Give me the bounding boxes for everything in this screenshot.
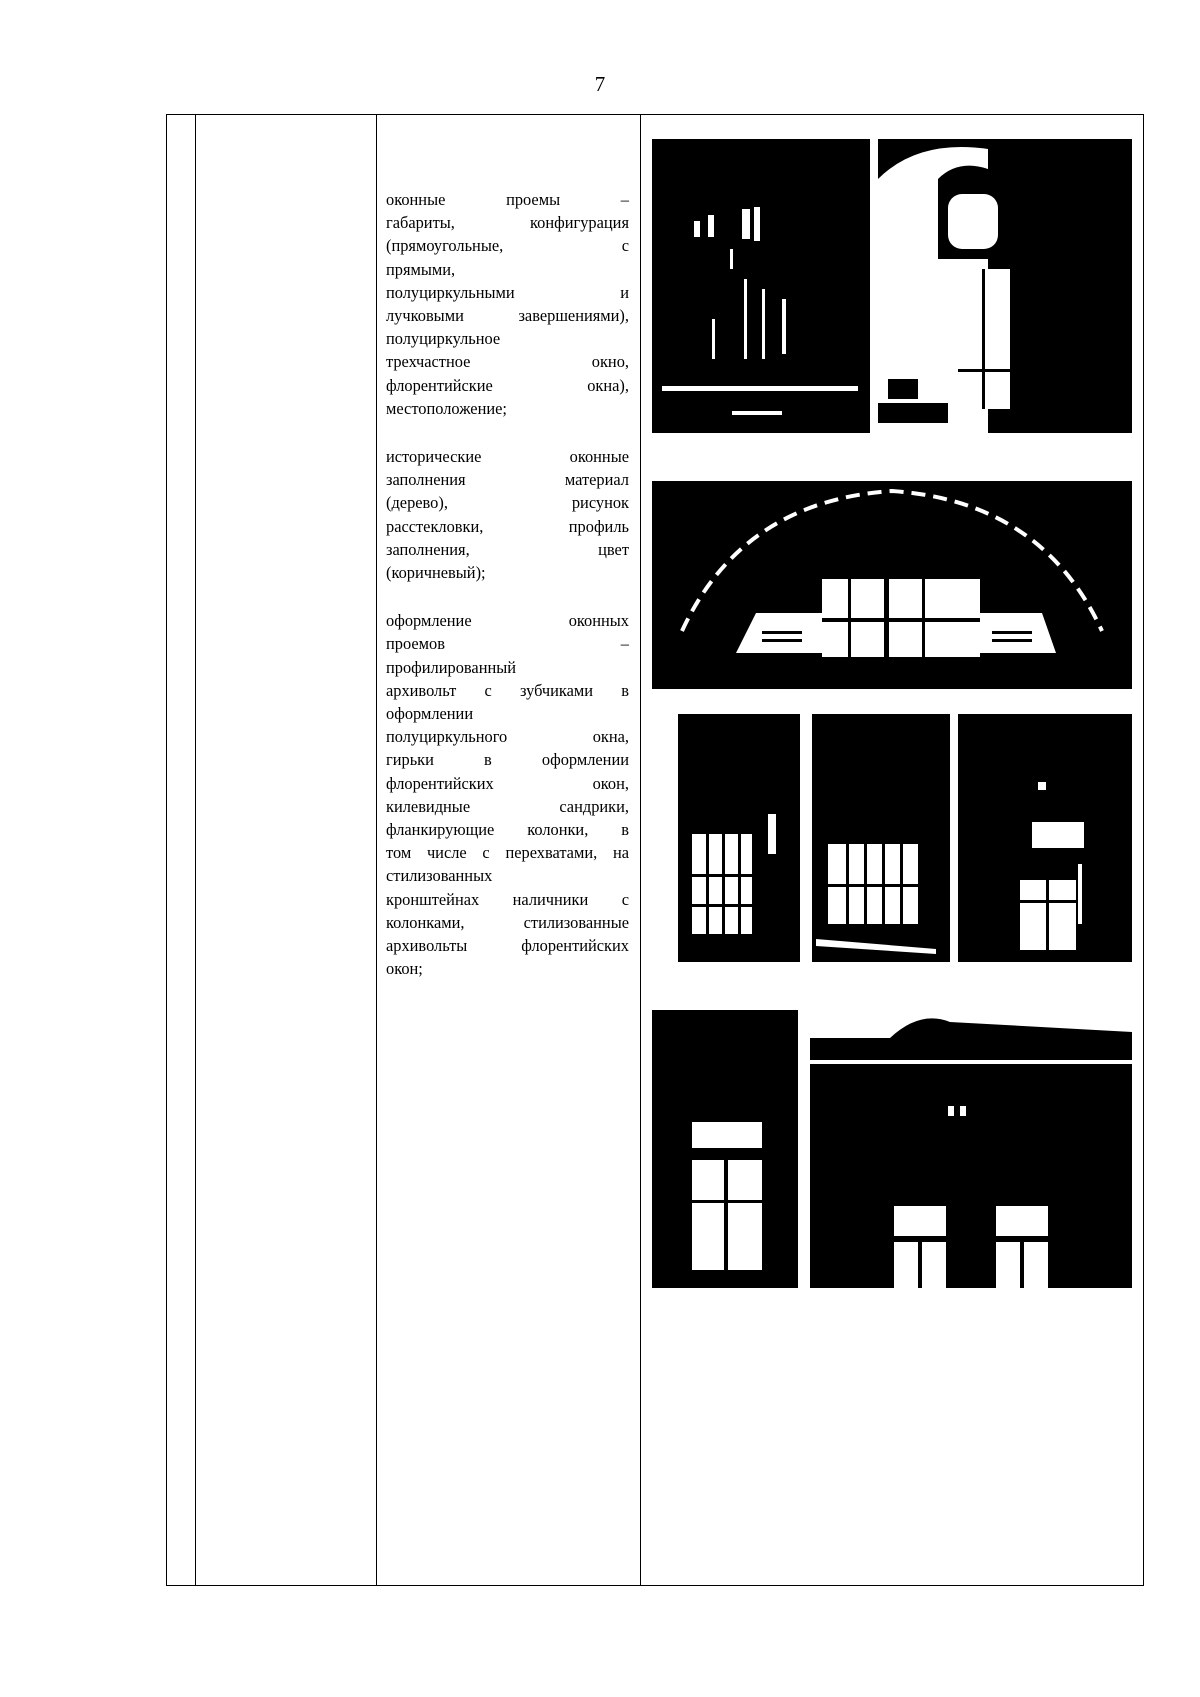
- text-line: оконные проемы –: [386, 190, 629, 209]
- photo-tall-window-2: [878, 139, 1132, 433]
- text-line: прямыми,: [386, 259, 456, 279]
- text-line: полуциркульное: [386, 329, 501, 349]
- text-line: фланкирующие колонки, в: [386, 820, 629, 840]
- text-line: местоположение;: [386, 398, 507, 418]
- text-block-window-openings: [386, 188, 629, 420]
- photo-rect-window: [652, 1010, 806, 1288]
- text-line: кронштейнах наличники с: [386, 889, 629, 909]
- text-line: колонками, стилизованные: [386, 912, 629, 932]
- text-line: габариты, конфигурация: [386, 213, 629, 233]
- text-line: окон;: [386, 959, 423, 979]
- text-line: профилированный: [386, 657, 517, 677]
- text-line: флорентийских окон,: [386, 773, 629, 793]
- description-text: [386, 188, 629, 1006]
- table-column-divider-1: [195, 115, 196, 1585]
- text-line: оформлении: [386, 704, 474, 724]
- text-line: (коричневый);: [386, 563, 486, 583]
- text-line: проемов –: [386, 634, 629, 654]
- text-line: гирьки в оформлении: [386, 750, 629, 770]
- text-line: полуциркульного окна,: [386, 727, 629, 747]
- text-line: расстекловки, профиль: [386, 516, 629, 536]
- photo-florentine-window-2: [806, 714, 950, 962]
- text-line: архивольт с зубчиками в: [386, 680, 629, 700]
- text-line: лучковыми завершениями),: [386, 306, 629, 326]
- photo-florentine-window-1: [668, 714, 800, 962]
- text-line: (дерево), рисунок: [386, 493, 629, 513]
- photo-tall-window-1: [652, 139, 870, 433]
- text-line: оформление оконных: [386, 611, 629, 631]
- text-block-historic-fillings: [386, 445, 629, 584]
- photo-florentine-window-3: [958, 714, 1132, 962]
- text-line: исторические оконные: [386, 447, 629, 467]
- page-number: 7: [594, 72, 606, 96]
- text-line: заполнения, цвет: [386, 539, 629, 559]
- text-line: том числе с перехватами, на: [386, 843, 629, 863]
- text-line: архивольты флорентийских: [386, 936, 629, 956]
- text-line: (прямоугольные, с: [386, 236, 629, 256]
- text-block-window-decoration: [386, 609, 629, 980]
- text-line: флорентийские окна),: [386, 375, 629, 395]
- photo-semicircular-window: [652, 481, 1132, 689]
- photo-facade-windows: [810, 1010, 1132, 1288]
- text-line: полуциркульными и: [386, 282, 629, 302]
- text-line: трехчастное окно,: [386, 352, 629, 372]
- table-column-divider-2: [376, 115, 377, 1585]
- text-line: заполнения материал: [386, 470, 629, 490]
- text-line: килевидные сандрики,: [386, 796, 629, 816]
- text-line: стилизованных: [386, 866, 493, 886]
- table-column-divider-3: [640, 115, 641, 1585]
